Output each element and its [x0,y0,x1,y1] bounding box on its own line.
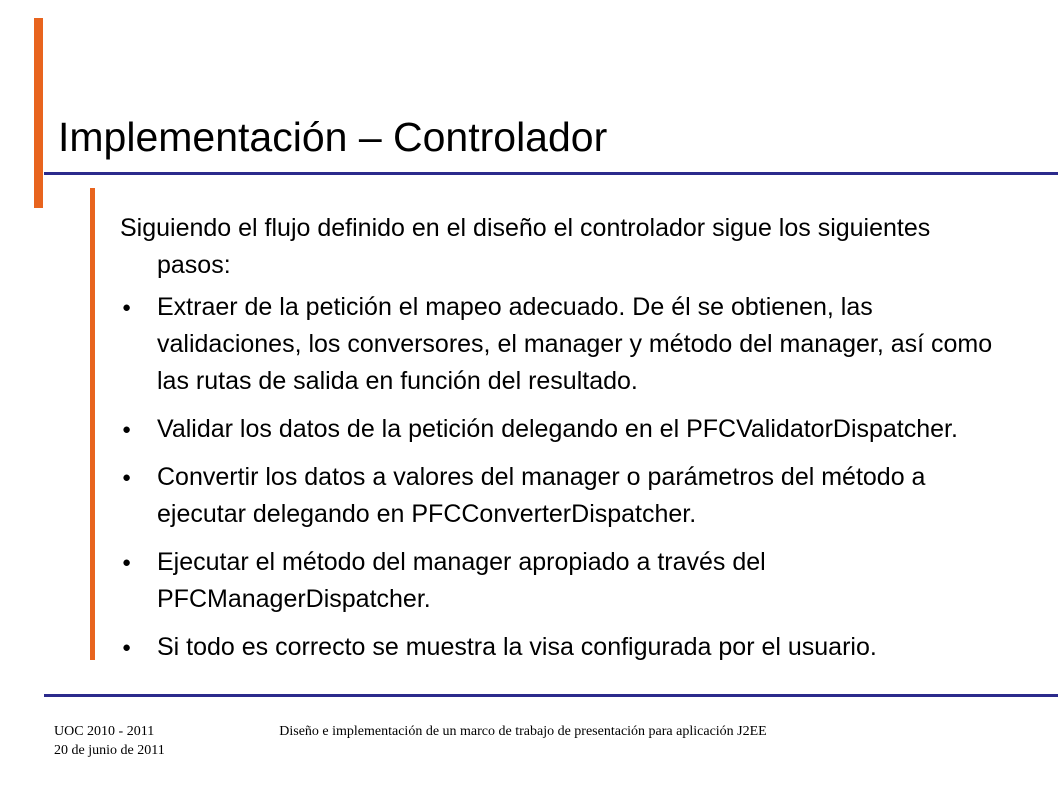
list-item [120,289,1000,400]
accent-bar-body [90,188,95,660]
bullet-icon: ● [122,469,132,486]
bullet-text: Si todo es correcto se muestra la visa configurada por el usuario. [157,633,877,661]
bullet-icon: ● [122,299,132,316]
bullet-text: Ejecutar el método del manager apropiado a través del PFCManagerDispatcher. [157,548,766,613]
list-item [120,411,1000,448]
intro-text: Siguiendo el flujo definido en el diseño el controlador sigue los siguientes pasos: [120,214,931,279]
bullet-list [120,289,1000,666]
list-item [120,459,1000,533]
bullet-text: Validar los datos de la petición delegando en el PFCValidatorDispatcher. [157,415,958,443]
slide-title: Implementación – Controlador [58,114,608,160]
title-divider [44,172,1058,175]
bullet-icon: ● [122,554,132,571]
footer-date: 20 de junio de 2011 [54,743,165,758]
bullet-text: Convertir los datos a valores del manager o parámetros del método a ejecutar delegando en PFCConverterDispatcher. [157,463,926,528]
footer-project-title: Diseño e implementación de un marco de trabajo de presentación para aplicación J2EE [279,724,767,739]
list-item [120,544,1000,618]
bullet-text: Extraer de la petición el mapeo adecuado. De él se obtienen, las validaciones, los conversores, el manager y método del manager, así como las rutas de salida en función del resultado. [157,293,993,395]
list-item [120,629,1000,666]
footer-course: UOC 2010 - 2011 [54,724,155,739]
accent-bar-top [34,18,43,208]
footer-course-info [54,722,165,760]
slide-body [120,210,1000,677]
footer-divider [44,694,1058,697]
bullet-icon: ● [122,639,132,656]
bullet-icon: ● [122,421,132,438]
